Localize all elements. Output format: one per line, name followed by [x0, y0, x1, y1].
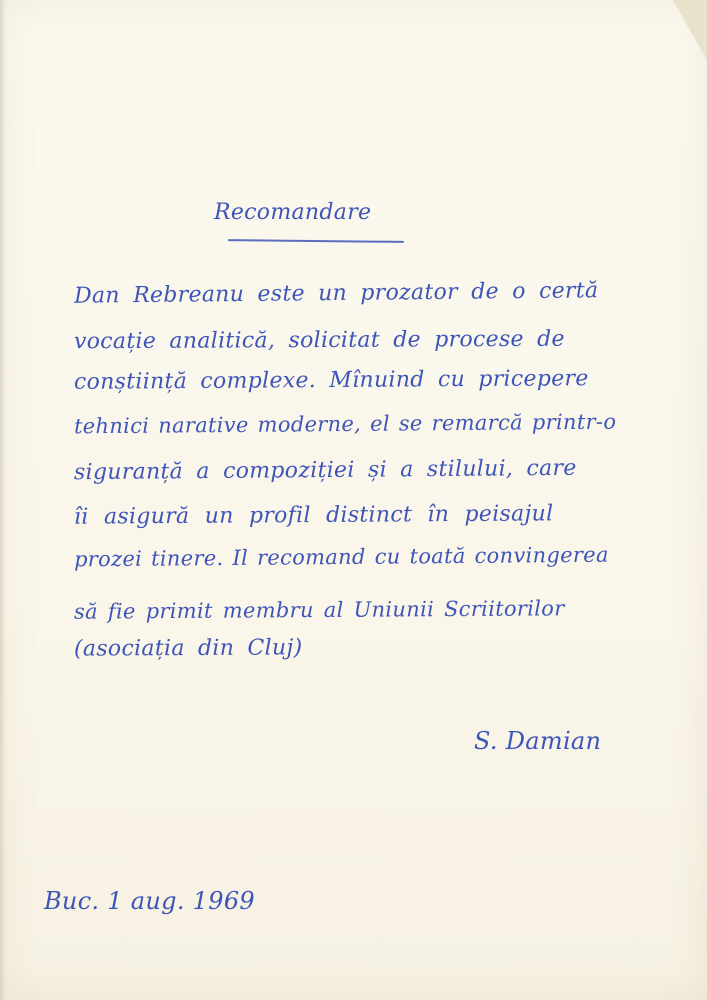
body-line-1: Dan Rebreanu este un prozator de o certă — [73, 278, 599, 309]
paper-edge-shadow — [0, 0, 6, 1000]
body-line-6: îi asigură un profil distinct în peisajul — [73, 501, 554, 530]
signature: S. Damian — [474, 727, 602, 755]
title-underline — [228, 239, 404, 243]
body-line-2: vocație analitică, solicitat de procese de — [73, 326, 565, 355]
body-line-9: (asociația din Cluj) — [73, 635, 303, 662]
document-date: Buc. 1 aug. 1969 — [44, 887, 255, 915]
folded-corner — [673, 0, 707, 60]
body-line-4: tehnici narative moderne, el se remarcă printr-o — [73, 409, 617, 439]
body-line-3: conștiință complexe. Mînuind cu pricepere — [73, 366, 589, 395]
body-line-8: să fie primit membru al Uniunii Scriitorilor — [73, 596, 565, 624]
document-title: Recomandare — [214, 200, 372, 225]
body-line-7: prozei tinere. Il recomand cu toată convingerea — [73, 542, 609, 572]
body-line-5: siguranță a compoziției și a stilului, care — [73, 455, 577, 486]
